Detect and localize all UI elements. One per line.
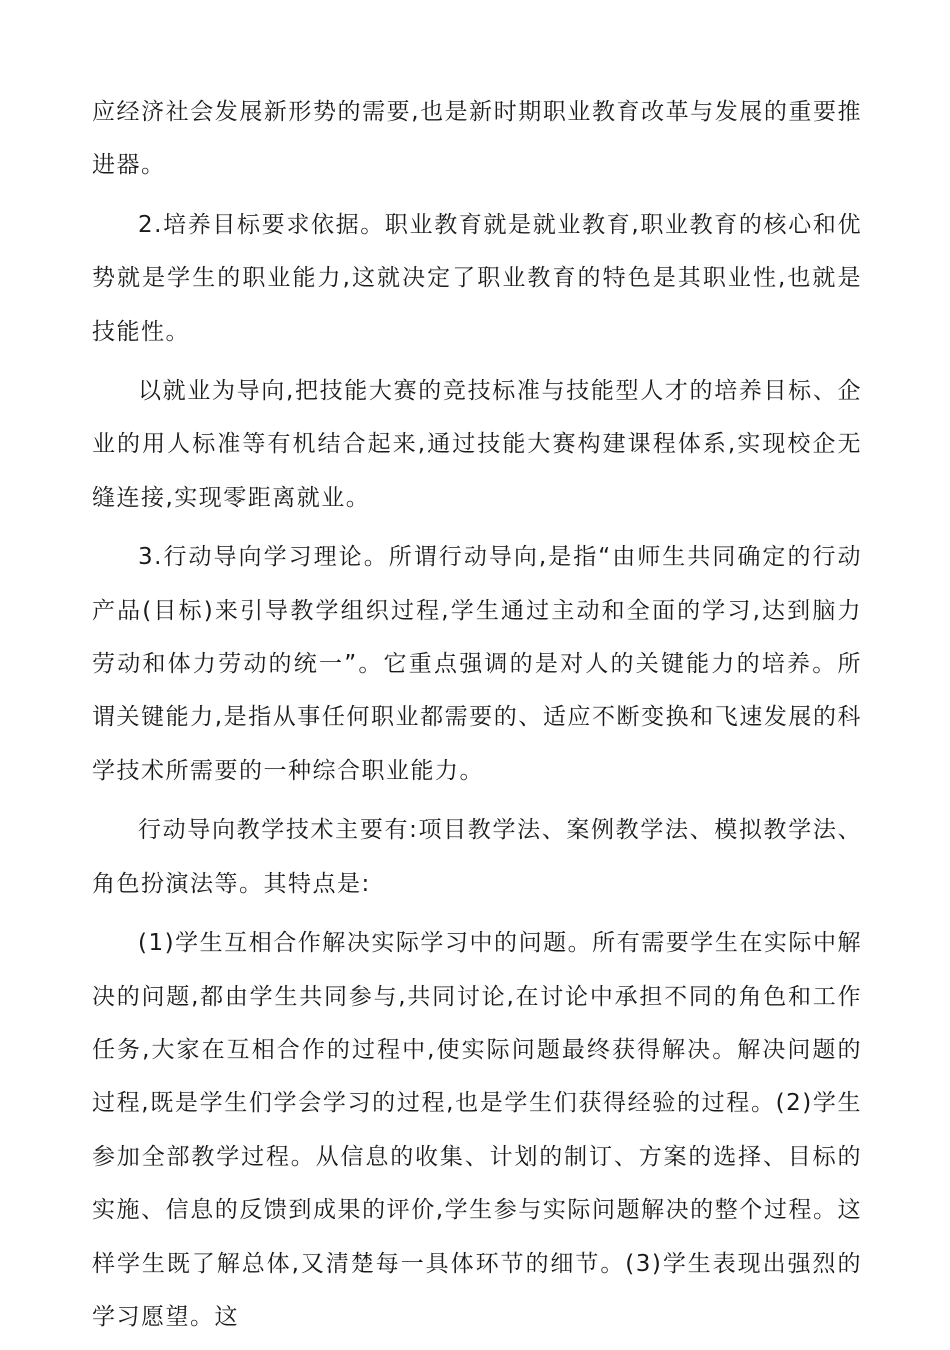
paragraph-continuation: 应经济社会发展新形势的需要,也是新时期职业教育改革与发展的重要推进器。 [92, 99, 862, 179]
paragraph-training-goals: 2.培养目标要求依据。职业教育就是就业教育,职业教育的核心和优势就是学生的职业能力,这就决定了职业教育的特色是其职业性,也就是技能性。 [92, 211, 862, 345]
paragraph-action-oriented-theory: 3.行动导向学习理论。所谓行动导向,是指“由师生共同确定的行动产品(目标)来引导教学组织过程,学生通过主动和全面的学习,达到脑力劳动和体力劳动的统一”。它重点强调的是对人的关键能力的培养。所谓关键能力,是指从事任何职业都需要的、适应不断变换和飞速发展的科学技术所需要的一种综合职业能力。 [92, 544, 862, 784]
paragraph-characteristics: (1)学生互相合作解决实际学习中的问题。所有需要学生在实际中解决的问题,都由学生共同参与,共同讨论,在讨论中承担不同的角色和工作任务,大家在互相合作的过程中,使实际问题最终获得解决。解决问题的过程,既是学生们学会学习的过程,也是学生们获得经验的过程。(2)学生参加全部教学过程。从信息的收集、计划的制订、方案的选择、目标的实施、信息的反馈到成果的评价,学生参与实际问题解决的整个过程。这样学生既了解总体,又清楚每一具体环节的细节。(3)学生表现出强烈的学习愿望。这 [92, 930, 862, 1330]
paragraph-teaching-techniques: 行动导向教学技术主要有:项目教学法、案例教学法、模拟教学法、角色扮演法等。其特点是: [92, 817, 862, 897]
document-page [92, 86, 862, 1350]
paragraph-employment-orientation: 以就业为导向,把技能大赛的竞技标准与技能型人才的培养目标、企业的用人标准等有机结合起来,通过技能大赛构建课程体系,实现校企无缝连接,实现零距离就业。 [92, 378, 862, 511]
